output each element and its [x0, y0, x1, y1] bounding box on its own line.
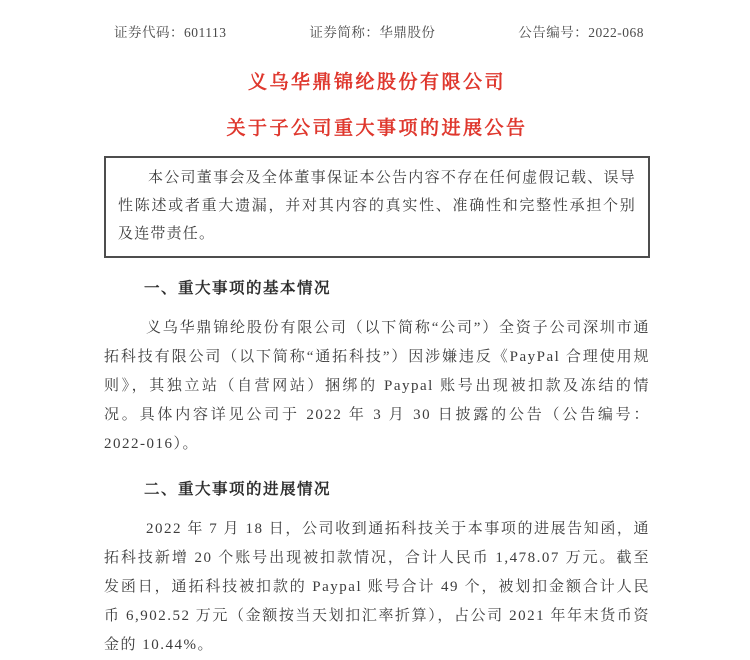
announcement-number — [518, 21, 644, 41]
document-header — [104, 21, 650, 41]
announcement-number-value: 2022-068 — [588, 25, 644, 40]
stock-code — [114, 21, 227, 41]
stock-code-label: 证券代码： — [114, 25, 184, 40]
section-2-heading: 二、重大事项的进展情况 — [144, 481, 332, 498]
section-progress-situation — [104, 480, 650, 660]
stock-abbr-label: 证券简称： — [309, 25, 380, 40]
section-1-heading: 一、重大事项的基本情况 — [144, 280, 332, 297]
announcement-title: 关于子公司重大事项的进展公告 — [226, 118, 528, 139]
disclaimer-text: 本公司董事会及全体董事保证本公告内容不存在任何虚假记载、误导性陈述或者重大遗漏，并对其内容的真实性、准确性和完整性承担个别及连带责任。 — [118, 170, 636, 242]
company-name-title: 义乌华鼎锦纶股份有限公司 — [247, 72, 506, 93]
stock-code-value: 601113 — [184, 25, 227, 40]
section-1-paragraph: 义乌华鼎锦纶股份有限公司（以下简称“公司”）全资子公司深圳市通拓科技有限公司（以下简称“通拓科技”）因涉嫌违反《PayPal 合理使用规则》，其独立站（自营网站）捆绑的 Paypal 账号出现被扣款及冻结的情况。具体内容详见公司于 2022 年 3 月 30 日披露的公告（公告编号：2022-016）。 — [104, 320, 650, 452]
section-2-paragraph: 2022 年 7 月 18 日，公司收到通拓科技关于本事项的进展告知函，通拓科技新增 20 个账号出现被扣款情况，合计人民币 1,478.07 万元。截至发函日，通拓科技被扣款的 Paypal 账号合计 49 个，被划扣金额合计人民币 6,902.52 万元（金额按当天划扣汇率折算），占公司 2021 年年末货币资金的 10.44%。 — [104, 521, 650, 653]
disclaimer-box — [104, 156, 650, 258]
stock-abbr — [309, 21, 435, 41]
section-basic-situation — [104, 279, 650, 459]
stock-abbr-value: 华鼎股份 — [379, 25, 436, 40]
announcement-number-label: 公告编号： — [518, 25, 589, 40]
